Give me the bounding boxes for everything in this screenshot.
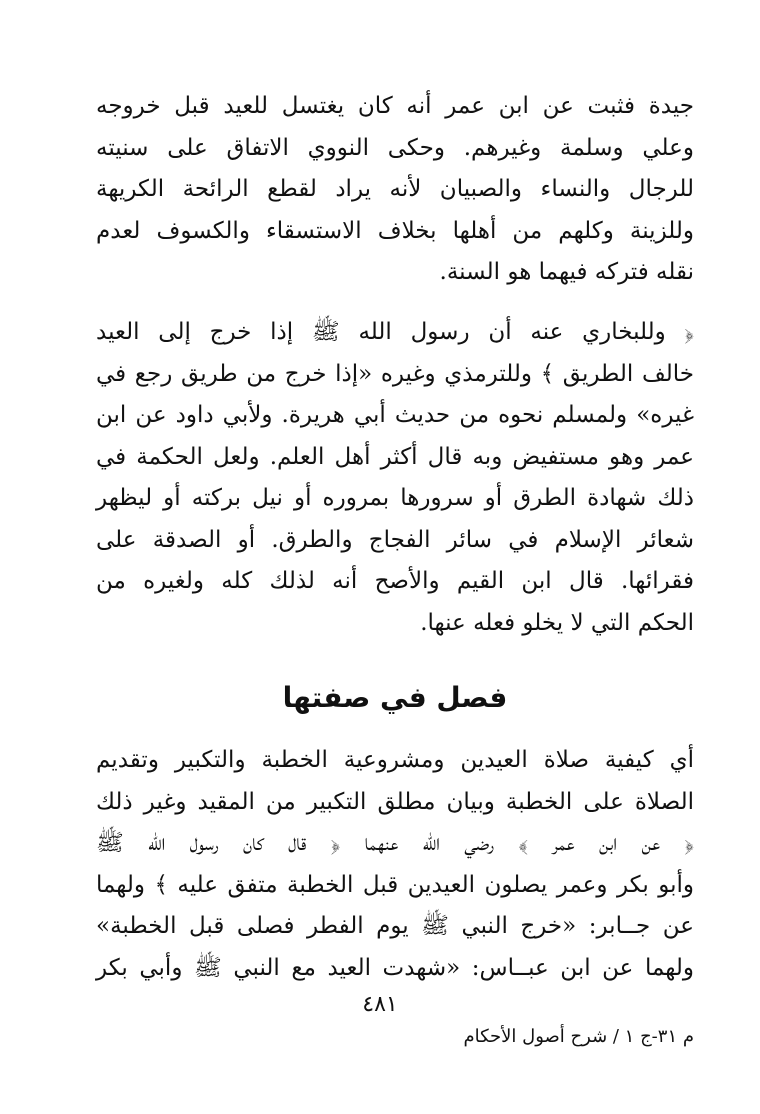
- text-line: ولهما عن ابن عبــاس: «شهدت العيد مع النبي ﷺ وأبي بكر: [96, 954, 694, 981]
- text-line: فقرائها. قال ابن القيم والأصح أنه لذلك كله ولغيره من: [96, 568, 694, 594]
- text-line: الصلاة على الخطبة وبيان مطلق التكبير من المقيد وغير ذلك: [96, 788, 694, 815]
- text-line: شعائر الإسلام في سائر الفجاج والطرق. أو الصدقة على: [96, 526, 694, 553]
- text-line: عمر وهو مستفيض وبه قال أكثر أهل العلم. ولعل الحكمة في: [96, 443, 694, 470]
- text-line: نقله فتركه فيهما هو السنة.: [439, 259, 694, 285]
- paragraph-changing-route: [96, 312, 694, 644]
- text-line: الحكم التي لا يخلو فعله عنها.: [420, 609, 694, 636]
- paragraph-bathing-for-eid: [96, 86, 694, 294]
- text-line: خالف الطريق ﴾ وللترمذي وغيره «إذا خرج من طريق رجع في: [96, 360, 694, 387]
- text-line: جيدة فثبت عن ابن عمر أنه كان يغتسل للعيد قبل خروجه: [96, 93, 694, 119]
- text-line: ﴿ وللبخاري عنه أن رسول الله ﷺ إذا خرج إلى العيد: [96, 319, 694, 345]
- text-line: وأبو بكر وعمر يصلون العيدين قبل الخطبة متفق عليه ﴾ ولهما: [96, 871, 694, 898]
- paragraph-eid-prayer-description: [96, 740, 694, 989]
- text-line: عن جــابر: «خرج النبي ﷺ يوم الفطر فصلى قبل الخطبة»: [96, 913, 695, 939]
- text-line: أي كيفية صلاة العيدين ومشروعية الخطبة والتكبير وتقديم: [96, 747, 694, 773]
- text-line: ﴿ عن ابن عمر ﴾ رضي الله عنهما ﴿ قال كان رسول الله ﷺ: [96, 830, 694, 856]
- footer-signature: م ٣١-ج ١ / شرح أصول الأحكام: [463, 1026, 694, 1047]
- page-number: ٤٨١: [362, 992, 398, 1017]
- text-line: وعلي وسلمة وغيرهم. وحكى النووي الاتفاق على سنيته: [96, 134, 694, 161]
- text-line: للرجال والنساء والصبيان لأنه يراد لقطع الرائحة الكريهة: [96, 176, 694, 202]
- text-line: ذلك شهادة الطرق أو سرورها بمروره أو نيل بركته أو ليظهر: [96, 485, 694, 511]
- text-line: غيره» ولمسلم نحوه من حديث أبي هريرة. ولأبي داود عن ابن: [96, 402, 694, 428]
- section-heading: فصل في صفتها: [282, 681, 508, 714]
- text-line: وللزينة وكلهم من أهلها بخلاف الاستسقاء والكسوف لعدم: [96, 217, 694, 244]
